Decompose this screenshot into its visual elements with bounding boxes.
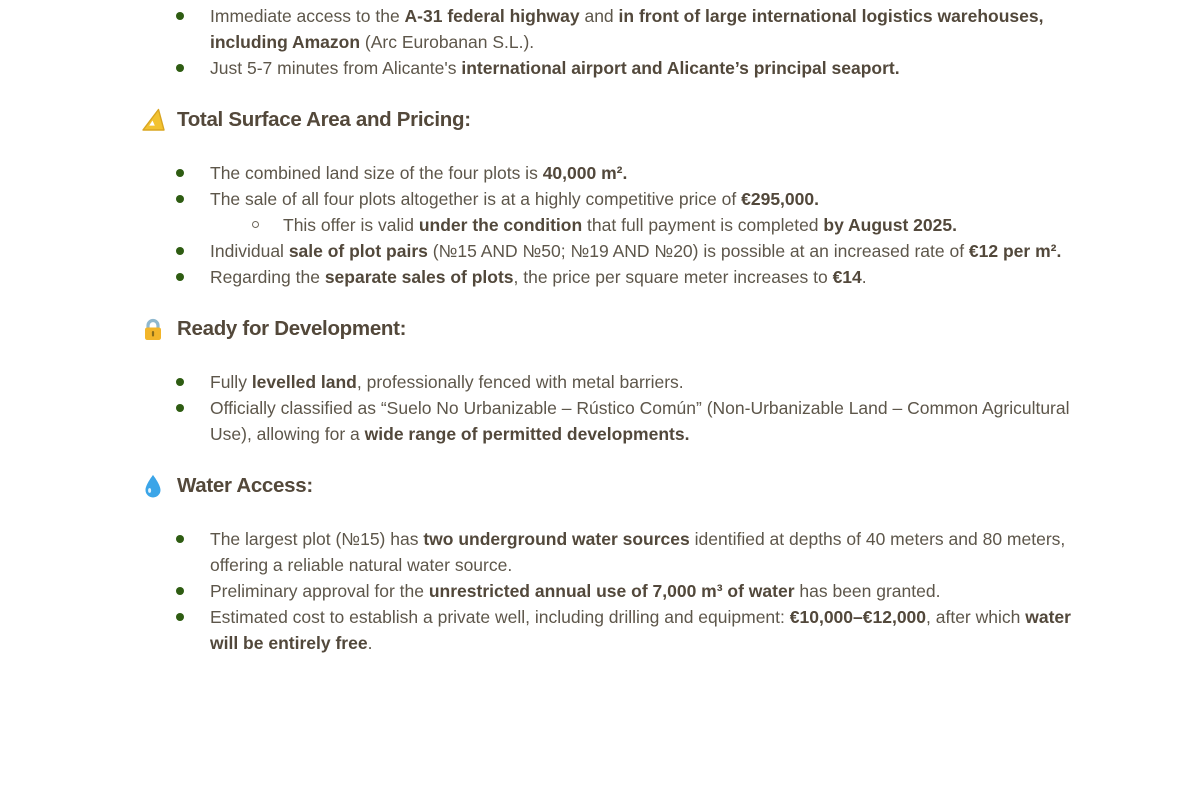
list-item [140, 3, 1080, 55]
text-segment: , professionally fenced with metal barriers. [356, 372, 684, 392]
list-item [140, 186, 1080, 238]
water-droplet-icon [140, 473, 166, 499]
list-item [140, 160, 1080, 186]
section-heading [140, 107, 1080, 133]
bold-text-segment: by August 2025. [823, 215, 957, 235]
list-item [140, 369, 1080, 395]
section-bullet-list [140, 526, 1080, 656]
triangular-ruler-icon [140, 107, 166, 133]
section-bullet-list [140, 160, 1080, 290]
section-heading [140, 473, 1080, 499]
bold-text-segment: A-31 federal highway [404, 6, 580, 26]
section-title: Ready for Development: [177, 317, 407, 340]
text-segment: , after which [926, 607, 1026, 627]
bold-text-segment: unrestricted annual use of 7,000 m³ of water [428, 581, 795, 601]
text-segment: (Arc Eurobanan S.L.). [360, 32, 535, 52]
text-segment: Regarding the [210, 267, 325, 287]
section-heading [140, 316, 1080, 342]
bold-text-segment: international airport and Alicante’s principal seaport. [461, 58, 900, 78]
bold-text-segment: 40,000 m². [542, 163, 628, 183]
text-segment: Estimated cost to establish a private well, including drilling and equipment: [210, 607, 790, 627]
sub-bullet-list [210, 212, 1080, 238]
bold-text-segment: in front of large international logistics warehouses, including Amazon [210, 6, 1044, 52]
text-segment: identified at depths of 40 meters and 80 meters, offering a reliable natural water source. [210, 529, 1066, 575]
text-segment: . [861, 267, 867, 287]
text-segment: Just 5-7 minutes from Alicante's [210, 58, 462, 78]
text-segment: (№15 AND №50; №19 AND №20) is possible at an increased rate of [427, 241, 969, 261]
text-segment: . [367, 633, 373, 653]
lock-icon [140, 316, 166, 342]
list-item [140, 395, 1080, 447]
list-item [140, 578, 1080, 604]
text-segment: Fully [210, 372, 252, 392]
text-segment: This offer is valid [283, 215, 419, 235]
section-title: Total Surface Area and Pricing: [177, 108, 471, 131]
list-item [140, 238, 1080, 264]
text-segment: Individual [210, 241, 289, 261]
bold-text-segment: €295,000. [741, 189, 819, 209]
list-item [140, 604, 1080, 656]
text-segment: The sale of all four plots altogether is at a highly competitive price of [210, 189, 742, 209]
bold-text-segment: separate sales of plots [324, 267, 514, 287]
bold-text-segment: €10,000–€12,000 [789, 607, 927, 627]
list-item [140, 55, 1080, 81]
section-title: Water Access: [177, 474, 313, 497]
bold-text-segment: levelled land [251, 372, 357, 392]
text-segment: The largest plot (№15) has [210, 529, 424, 549]
bold-text-segment: under the condition [418, 215, 583, 235]
text-segment: , the price per square meter increases to [513, 267, 833, 287]
bold-text-segment: €14 [832, 267, 862, 287]
bold-text-segment: sale of plot pairs [288, 241, 428, 261]
text-segment: and [579, 6, 619, 26]
list-item [140, 264, 1080, 290]
bold-text-segment: wide range of permitted developments. [364, 424, 690, 444]
bold-text-segment: €12 per m². [968, 241, 1062, 261]
text-segment: The combined land size of the four plots is [210, 163, 543, 183]
text-segment: Immediate access to the [210, 6, 405, 26]
text-segment: has been granted. [794, 581, 941, 601]
sections-container [140, 107, 1080, 656]
text-segment: Officially classified as “Suelo No Urbanizable – Rústico Común” (Non-Urbanizable Land – Common Agricultural Use), allowing for a [210, 398, 1070, 444]
section-bullet-list [140, 369, 1080, 447]
list-item [140, 526, 1080, 578]
intro-bullet-list [140, 3, 1080, 81]
sub-list-item [210, 212, 1080, 238]
bold-text-segment: water will be entirely free [210, 607, 1071, 653]
bold-text-segment: two underground water sources [423, 529, 690, 549]
text-segment: Preliminary approval for the [210, 581, 429, 601]
text-segment: that full payment is completed [582, 215, 824, 235]
